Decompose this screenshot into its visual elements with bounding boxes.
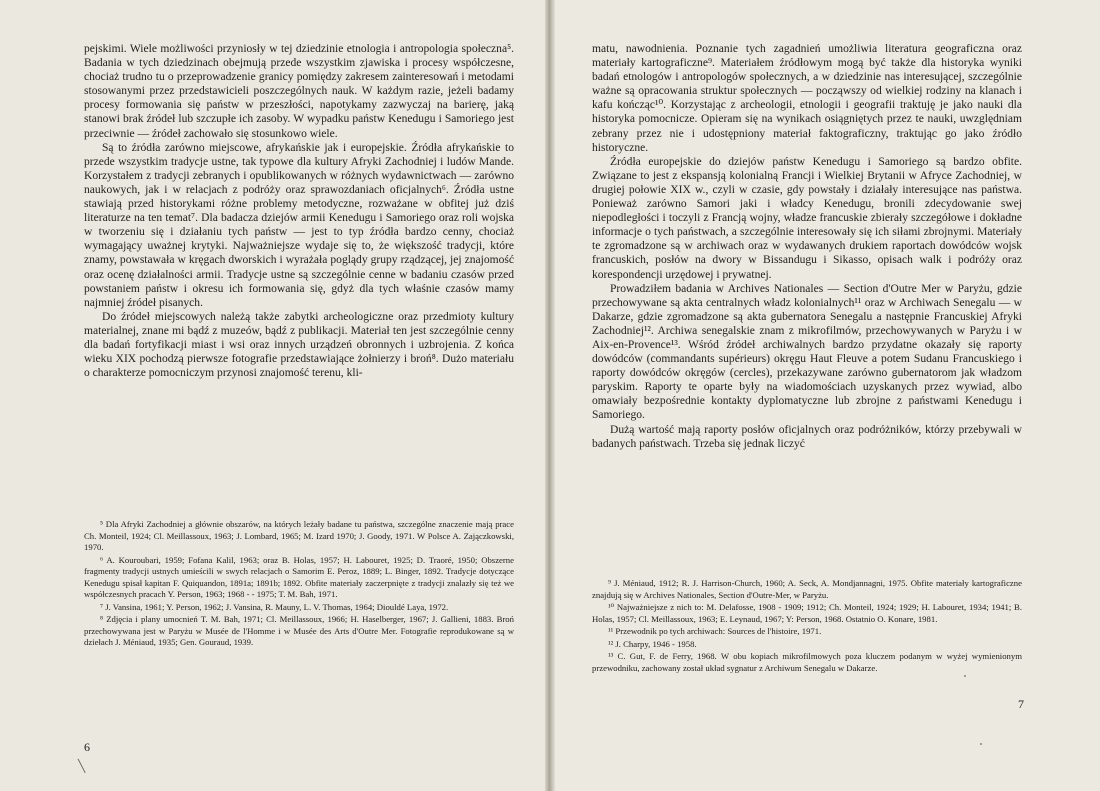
paper-speck xyxy=(964,675,966,677)
footnote: ⁶ A. Kouroubari, 1959; Fofana Kalil, 1963; oraz B. Holas, 1957; H. Labouret, 1925; D. Traoré, 1950; Obszerne fragmenty tradycji ustnych umieścili w swych relacjach o Samorim E. Peroz, 1889; L. Binger, 1892. Tradycje dotyczące Kenedugu spisał kapitan F. Quiquandon, 1891a; 1891b; 1892. Obfite materiały zaczerpnięte z tradycji znalazły się też we współczesnych pracach Y. Person, 1963; 1968 - - 1975; T. M. Bah, 1971. xyxy=(84,554,514,599)
right-page-body xyxy=(592,42,1022,451)
footnote: ¹⁰ Najważniejsze z nich to: M. Delafosse, 1908 - 1909; 1912; Ch. Monteil, 1924; 1929; H. Labouret, 1934; 1941; B. Holas, 1957; Cl. Meillassoux, 1963; E. Leynaud, 1967; Y: Person, 1968. Ostatnio O. Konare, 1981. xyxy=(592,602,1022,624)
footnote: ¹¹ Przewodnik po tych archiwach: Sources de l'histoire, 1971. xyxy=(608,626,822,636)
body-paragraph: Prowadziłem badania w Archives Nationales — Section d'Outre Mer w Paryżu, gdzie przechowywane są akta centralnych władz kolonialnych¹¹ oraz w Archiwach Senegalu — w Dakarze, gdzie zgromadzone są akta gubernatora Senegalu a następnie Francuskiej Afryki Zachodniej¹². Archiwa senegalskie znam z mikrofilmów, przechowywanych w Paryżu i w Aix-en-Provence¹³. Wśród źródeł archiwalnych bardzo przydatne okazały się raporty dowódców (commandants supérieurs) okręgu Haut Fleuve a potem Sudanu Francuskiego i raporty dowódców okręgów (cercles), przekazywane zarówno gubernatorom jak władzom paryskim. Raporty te oparte były na wiadomościach uzyskanych przez wywiad, albo omawiały bezpośrednie kontakty dyplomatyczne lub zbrojne z państwami Kenedugu i Samoriego. xyxy=(592,282,1022,422)
footnote: ¹³ C. Gut, F. de Ferry, 1968. W obu kopiach mikrofilmowych poza kluczem podanym w wyżej wymienionym przewodniku, zachowany został układ sygnatur z Archiwum Senegalu w Dakarze. xyxy=(592,651,1022,673)
pencil-mark-icon: ╲ xyxy=(78,759,86,773)
footnote: ⁷ J. Vansina, 1961; Y. Person, 1962; J. Vansina, R. Mauny, L. V. Thomas, 1964; Diouldé Laya, 1972. xyxy=(100,601,449,612)
footnote: ¹² J. Charpy, 1946 - 1958. xyxy=(608,638,697,649)
left-page-body xyxy=(84,42,514,380)
footnote: ⁸ Zdjęcia i plany umocnień T. M. Bah, 1971; Cl. Meillassoux, 1966; H. Haselberger, 1967; J. Gallieni, 1883. Broń przechowywana jest w Paryżu w Musée de l'Homme i w Musée des Arts d'Outre Mer. Fotografie reprodukowane są w dziełach J. Méniaud, 1935; Gen. Gouraud, 1939. xyxy=(84,614,514,647)
body-paragraph: Dużą wartość mają raporty posłów oficjalnych oraz podróżników, którzy przebywali w badanych państwach. Trzeba się jednak liczyć xyxy=(592,423,1022,450)
body-paragraph: matu, nawodnienia. Poznanie tych zagadnień umożliwia literatura geograficzna oraz materiały kartograficzne⁹. Materiałem źródłowym mogą być także dla historyka wyniki badań etnologów i antropologów społecznych, a w dziedzinie nas interesującej, szczególnie ważne są opracowania struktur społecznych — począwszy od wielkiej rodziny na klanach i kafu kończąc¹⁰. Korzystając z archeologii, etnologii i geografii traktuję je jako nauki dla historyka pomocnicze. Opieram się na wynikach osiągniętych przez te nauki, uwzględniam zebrany przez nie i udostępniony materiał faktograficzny, traktując go jako źródło historyczne. xyxy=(592,43,1022,154)
paper-speck xyxy=(980,743,982,745)
body-paragraph: Do źródeł miejscowych należą także zabytki archeologiczne oraz przedmioty kultury materialnej, znane mi bądź z muzeów, bądź z publikacji. Materiał ten jest szczególnie cenny dla badań fortyfikacji miast i wsi oraz innych urządzeń obronnych i uzbrojenia. Z końca wieku XIX pochodzą pierwsze fotografie przedstawiające żołnierzy i broń⁸. Dużo materiału o charakterze pomocniczym przynosi znajomość terenu, kli- xyxy=(84,310,514,380)
right-page-footnotes xyxy=(592,578,1022,675)
body-paragraph: Źródła europejskie do dziejów państw Kenedugu i Samoriego są bardzo obfite. Związane to jest z ekspansją kolonialną Francji i Wielkiej Brytanii w Afryce Zachodniej, w drugiej połowie XIX w., czyli w czasie, gdy powstały i działały interesujące nas państwa. Ponieważ zarówno Samori jaki i władcy Kenedugu, bronili zdecydowanie swej niepodległości i toczyli z Francją wojny, władze francuskie zbierały szczegółowe i dokładne informacje o tych państwach, a szczególnie interesowały się ich siłami zbrojnymi. Materiały te zgromadzone są w archiwach oraz w wydawanych drukiem raportach dowódców wojsk francuskich, posłów na dwory w Bissandugu i Sikasso, opisach walk i podróży oraz korespondencji urzędowej i prywatnej. xyxy=(592,155,1022,281)
page-number: 7 xyxy=(1018,697,1024,711)
left-page-footnotes xyxy=(84,519,514,650)
page-number: 6 xyxy=(84,740,90,754)
body-paragraph: Są to źródła zarówno miejscowe, afrykańskie jak i europejskie. Źródła afrykańskie to przede wszystkim tradycje ustne, tak typowe dla kultury Afryki Zachodniej i ludów Mande. Korzystałem z tradycji zebranych i opublikowanych w różnych wydawnictwach — zarówno naukowych, jak i w relacjach z podróży oraz sprawozdaniach oficjalnych⁶. Źródła ustne stawiają przed historykami różne problemy metodyczne, rozważane w obfitej już dziś literaturze na ten temat⁷. Dla badacza dziejów armii Kenedugu i Samoriego oraz roli wojska w tworzeniu się i działaniu tych państw — jest to typ źródła bardzo cenny, chociaż wymagający uważnej krytyki. Najważniejsze wydaje się to, że większość tradycji, które znamy, powstawała w kręgach dworskich i wyrażała poglądy grupy rządzącej, jej znajomość oraz ocenę działalności armii. Tradycje ustne są szczególnie cenne w badaniu czasów przed powstaniem państw i okresu ich formowania się, gdyż dla tych właśnie czasów mamy najmniej źródeł pisanych. xyxy=(84,141,514,309)
body-paragraph: pejskimi. Wiele możliwości przyniosły w tej dziedzinie etnologia i antropologia społeczna⁵. Badania w tych dziedzinach obejmują przede wszystkim zjawiska i procesy współczesne, chociaż trudno tu o przeprowadzenie granicy pomiędzy zakresem zainteresowań i metodami stosowanymi przez przedstawicieli poszczególnych nauk. W każdym razie, jeżeli badamy procesy formowania się państw w przeszłości, napotykamy zazwyczaj na barierę, jaką stanowi brak źródeł lub szczupłe ich zasoby. W wypadku państw Kenedugu i Samoriego jest przeciwnie — źródeł zachowało się stosunkowo wiele. xyxy=(84,43,514,140)
footnote: ⁹ J. Méniaud, 1912; R. J. Harrison-Church, 1960; A. Seck, A. Mondjannagni, 1975. Obfite materiały kartograficzne znajdują się w Archives Nationales, Section d'Outre-Mer, w Paryżu. xyxy=(592,578,1022,600)
footnote: ⁵ Dla Afryki Zachodniej a głównie obszarów, na których leżały badane tu państwa, szczególne znaczenie mają prace Ch. Monteil, 1924; Cl. Meillassoux, 1963; J. Lombard, 1965; M. Izard 1970; J. Goody, 1971. W Polsce A. Zajączkowski, 1970. xyxy=(84,519,514,552)
book-gutter xyxy=(545,0,555,791)
